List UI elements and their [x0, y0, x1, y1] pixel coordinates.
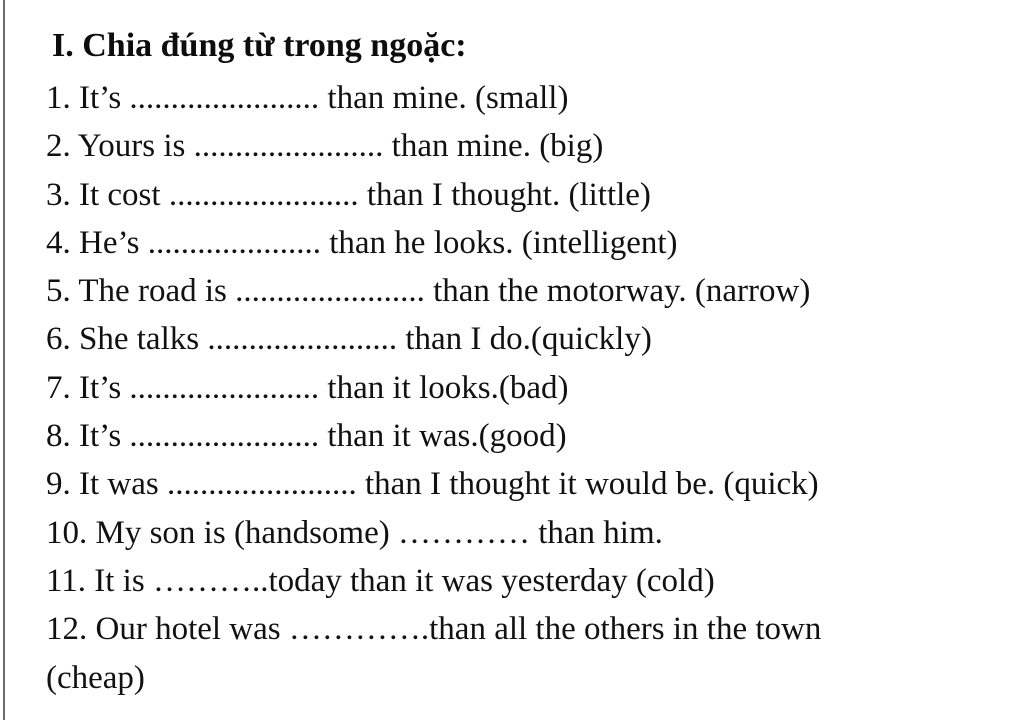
exercise-line-1: 1. It’s ....................... than mine. (small) — [46, 80, 569, 116]
exercise-line-8: 8. It’s ....................... than it was.(good) — [46, 418, 567, 455]
exercise-line-5: 5. The road is ....................... than the motorway. (narrow) — [46, 273, 811, 310]
exercise-title: I. Chia đúng từ trong ngoặc: — [52, 27, 467, 64]
exercise-line-2: 2. Yours is ....................... than mine. (big) — [46, 128, 604, 165]
exercise-line-10: 10. My son is (handsome) ………… than him. — [46, 514, 663, 551]
left-border — [3, 0, 5, 720]
exercise-line-3: 3. It cost ....................... than I thought. (little) — [46, 176, 651, 213]
exercise-list — [46, 74, 1016, 702]
exercise-line-11: 11. It is ………..today than it was yesterday (cold) — [46, 562, 715, 599]
exercise-line-7: 7. It’s ....................... than it looks.(bad) — [46, 369, 569, 406]
exercise-line-4: 4. He’s ..................... than he looks. (intelligent) — [46, 224, 678, 261]
exercise-line-9: 9. It was ....................... than I thought it would be. (quick) — [46, 466, 819, 503]
exercise-line-12: 12. Our hotel was ………….than all the others in the town — [46, 611, 822, 648]
exercise-line-12-continued: (cheap) — [46, 659, 145, 696]
exercise-line-6: 6. She talks ....................... than I do.(quickly) — [46, 321, 652, 358]
